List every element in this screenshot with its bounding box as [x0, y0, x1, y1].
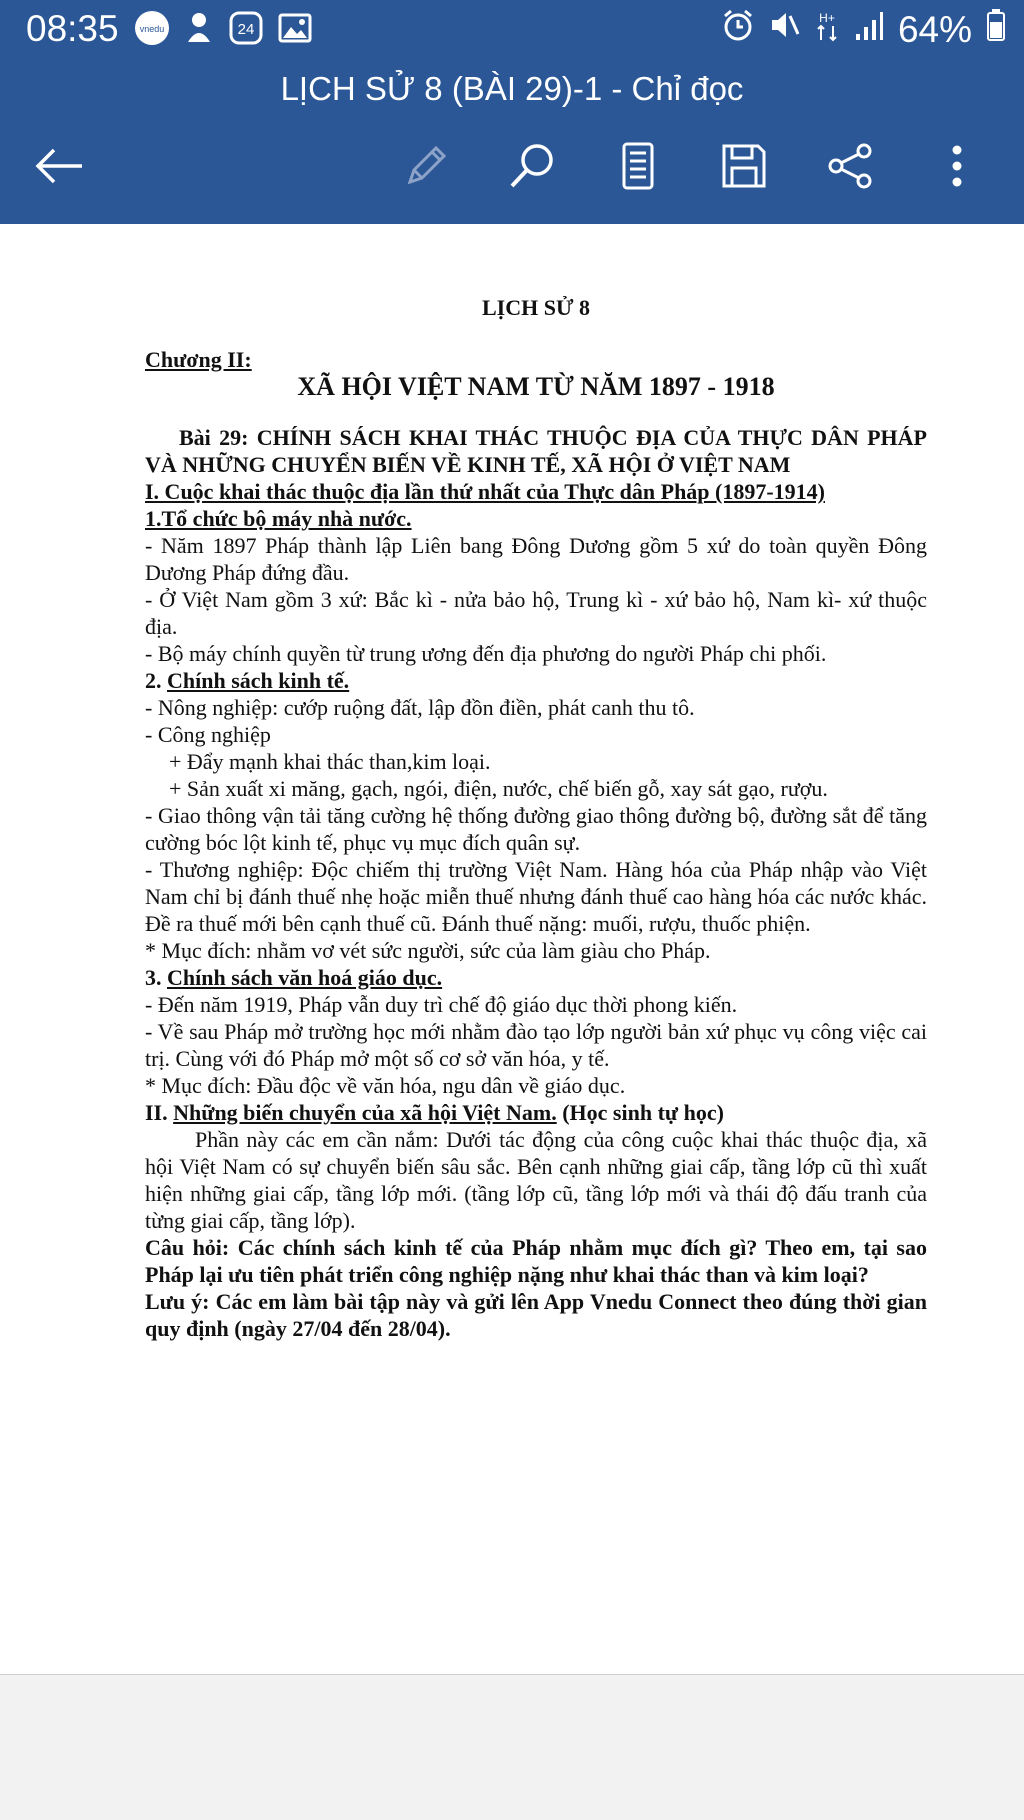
share-button[interactable]: [818, 134, 882, 198]
paragraph: - Đến năm 1919, Pháp vẫn duy trì chế độ giáo dục thời phong kiến.: [145, 992, 738, 1017]
search-button[interactable]: [500, 134, 564, 198]
search-icon: [507, 141, 557, 191]
paragraph: Phần này các em cần nắm: Dưới tác động của công cuộc khai thác thuộc địa, xã hội Việt Nam có sự chuyển biến sâu sắc. Bên cạnh những giai cấp, tầng lớp cũ thì xuất hiện những giai cấp, tầng lớp mới. (tầng lớp cũ, tầng lớp mới và thái độ đấu tranh của từng giai cấp, tầng lớp).: [145, 1127, 927, 1233]
signal-icon: [854, 9, 884, 51]
app-bar: [0, 0, 1024, 224]
section-1-2-heading: [145, 667, 927, 694]
news24-icon: [228, 10, 264, 51]
back-arrow-icon: [32, 146, 84, 186]
section-1-1-heading: 1.Tổ chức bộ máy nhà nước.: [145, 506, 412, 531]
paragraph: - Bộ máy chính quyền từ trung ương đến địa phương do người Pháp chi phối.: [145, 641, 827, 666]
paragraph: * Mục đích: Đầu độc về văn hóa, ngu dân về giáo dục.: [145, 1073, 626, 1098]
question: Câu hỏi: Các chính sách kinh tế của Pháp nhằm mục đích gì? Theo em, tại sao Pháp lại ưu tiên phát triển công nghiệp nặng như khai thác than và kim loại?: [145, 1235, 927, 1287]
section-title: Những biến chuyển của xã hội Việt Nam.: [173, 1100, 557, 1125]
svg-text:H+: H+: [819, 11, 835, 25]
pencil-icon: [402, 142, 450, 190]
section-note: (Học sinh tự học): [556, 1100, 724, 1125]
vnedu-icon: [134, 10, 170, 51]
svg-text:vnedu: vnedu: [139, 23, 165, 34]
messenger-icon: [184, 10, 214, 51]
bullet-item: + Sản xuất xi măng, gạch, ngói, điện, nước, chế biến gỗ, xay sát gạo, rượu.: [169, 776, 828, 801]
section-number: II.: [145, 1100, 168, 1125]
share-icon: [826, 142, 874, 190]
paragraph: - Năm 1897 Pháp thành lập Liên bang Đông Dương gồm 5 xứ do toàn quyền Đông Dương Pháp đứng đầu.: [145, 533, 927, 585]
battery-level: 64%: [897, 8, 972, 50]
alarm-icon: [722, 8, 754, 51]
chapter-label: Chương II:: [145, 347, 252, 372]
more-vertical-icon: [949, 142, 965, 190]
network-icon: [814, 8, 840, 51]
image-icon: [278, 13, 312, 48]
svg-text:24: 24: [237, 20, 255, 38]
paragraph: - Giao thông vận tải tăng cường hệ thống đường giao thông đường bộ, đường sắt để tăng cường bóc lột kinh tế, phục vụ mục đích quân sự.: [145, 803, 927, 855]
section-1-heading: I. Cuộc khai thác thuộc địa lần thứ nhất của Thực dân Pháp (1897-1914): [145, 479, 826, 504]
section-2-heading: [145, 1099, 927, 1126]
paragraph: - Thương nghiệp: Độc chiếm thị trường Việt Nam. Hàng hóa của Pháp nhập vào Việt Nam chỉ bị đánh thuế nhẹ hoặc miễn thuế nhưng đánh thuế cao hàng hóa các nước khác. Đề ra thuế mới bên cạnh thuế cũ. Đánh thuế nặng: muối, rượu, thuốc phiện.: [145, 857, 927, 936]
status-time: 08:35: [26, 8, 119, 49]
document-heading: LỊCH SỬ 8: [482, 295, 590, 320]
paragraph: - Về sau Pháp mở trường học mới nhằm đào tạo lớp người bản xứ phục vụ công việc cai trị. Cùng với đó Pháp mở một số cơ sở văn hóa, y tế.: [145, 1019, 927, 1071]
section-number: 2.: [145, 668, 162, 693]
battery-icon: [986, 8, 1006, 51]
save-icon: [720, 142, 768, 190]
document-page: [145, 294, 927, 1342]
paragraph: - Nông nghiệp: cướp ruộng đất, lập đồn điền, phát canh thu tô.: [145, 695, 695, 720]
save-button[interactable]: [712, 134, 776, 198]
section-title: Chính sách văn hoá giáo dục.: [167, 965, 443, 990]
back-button[interactable]: [26, 134, 90, 198]
section-number: 3.: [145, 965, 162, 990]
document-canvas[interactable]: [0, 224, 1024, 1675]
paragraph: - Công nghiệp: [145, 722, 271, 747]
bullet-item: + Đẩy mạnh khai thác than,kim loại.: [169, 749, 491, 774]
document-title: LỊCH SỬ 8 (BÀI 29)-1 - Chỉ đọc: [280, 70, 744, 107]
reading-view-icon: [618, 141, 658, 191]
mute-icon: [768, 8, 800, 51]
chapter-title: XÃ HỘI VIỆT NAM TỪ NĂM 1897 - 1918: [297, 372, 775, 401]
section-title: Chính sách kinh tế.: [167, 668, 350, 693]
reading-view-button[interactable]: [606, 134, 670, 198]
note: Lưu ý: Các em làm bài tập này và gửi lên App Vnedu Connect theo đúng thời gian quy định (ngày 27/04 đến 28/04).: [145, 1289, 927, 1341]
toolbar: [0, 130, 1024, 206]
status-bar: [0, 0, 1024, 60]
section-1-3-heading: [145, 964, 927, 991]
paragraph: * Mục đích: nhằm vơ vét sức người, sức của làm giàu cho Pháp.: [145, 938, 711, 963]
more-options-button[interactable]: [925, 134, 989, 198]
paragraph: - Ở Việt Nam gồm 3 xứ: Bắc kì - nửa bảo hộ, Trung kì - xứ bảo hộ, Nam kì- xứ thuộc địa.: [145, 587, 927, 639]
edit-button[interactable]: [394, 134, 458, 198]
lesson-title: Bài 29: CHÍNH SÁCH KHAI THÁC THUỘC ĐỊA CỦA THỰC DÂN PHÁP VÀ NHỮNG CHUYỂN BIẾN VỀ KINH TẾ, XÃ HỘI Ở VIỆT NAM: [145, 425, 927, 477]
